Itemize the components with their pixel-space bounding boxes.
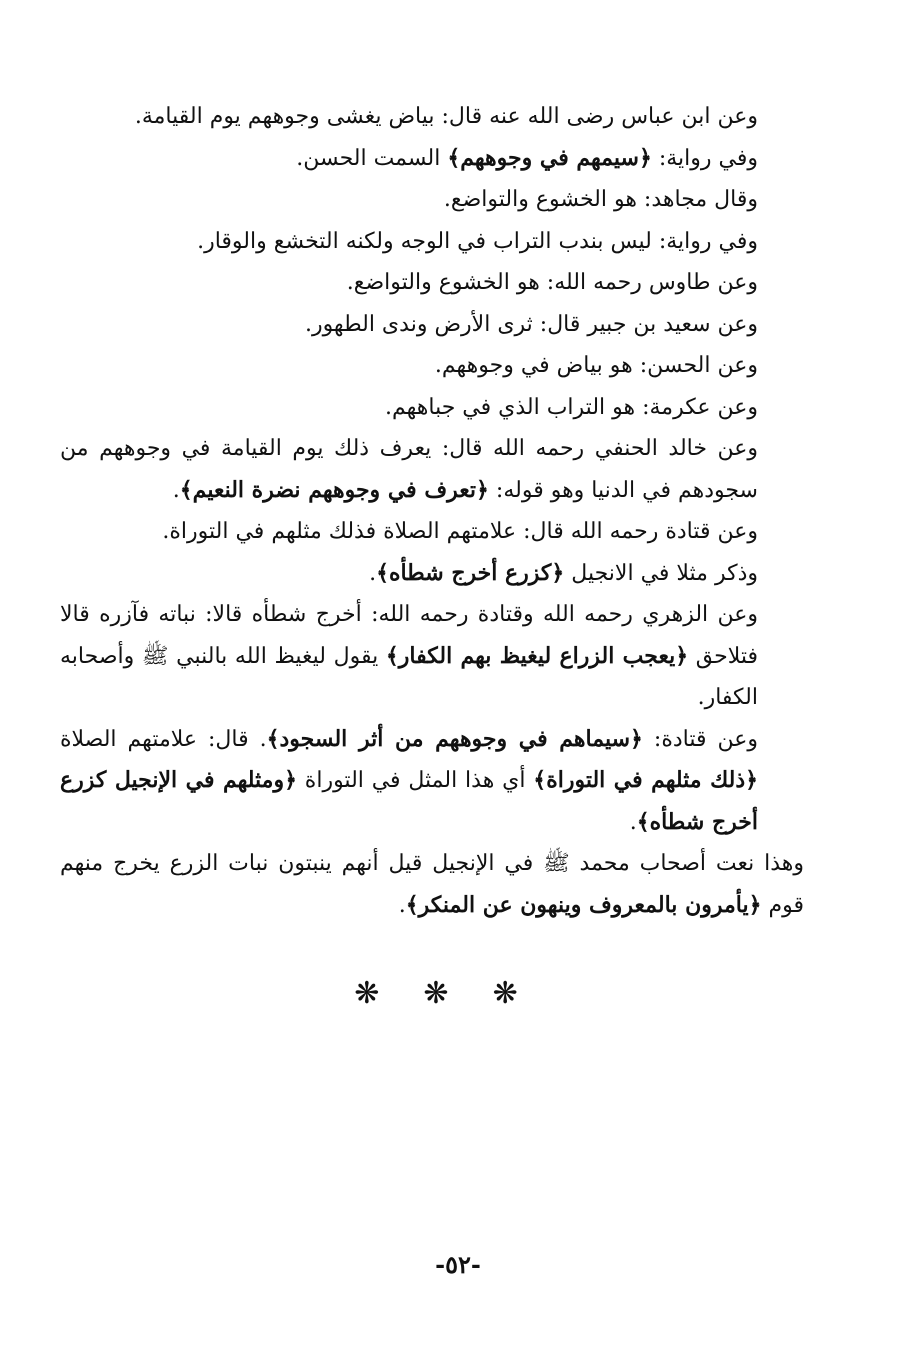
paragraph-sahaba-description: وهذا نعت أصحاب محمد ﷺ في الإنجيل قيل أنهم ينبتون نبات الزرع يخرج منهم قوم ﴿يأمرون بالمعروف وينهون عن المنكر﴾. [60,851,804,918]
quran-quote: ﴿سيماهم في وجوههم من أثر السجود﴾ [266,725,643,752]
paragraph-tawus: وعن طاوس رحمه الله: هو الخشوع والتواضع. [346,270,758,295]
paragraph-khalid-alhanafi: وعن خالد الحنفي رحمه الله قال: يعرف ذلك يوم القيامة في وجوههم من سجودهم في الدنيا وهو قوله: ﴿تعرف في وجوههم نضرة النعيم﴾. [60,436,758,503]
page-number: -٥٢- [435,1250,481,1279]
paragraph-qatada-1: وعن قتادة رحمه الله قال: علامتهم الصلاة فذلك مثلهم في التوراة. [162,519,758,544]
paragraph-ibn-abbas: وعن ابن عباس رضى الله عنه قال: بياض يغشى وجوههم يوم القيامة. [134,104,758,129]
quran-quote: ﴿تعرف في وجوههم نضرة النعيم﴾ [179,476,489,503]
section-separator [0,976,916,1011]
star-ornament-icon: ❋ [423,976,493,1011]
quran-quote: ﴿ذلك مثلهم في التوراة﴾ [533,767,759,793]
star-ornament-icon: ❋ [354,976,424,1011]
paragraph-riwaya-1: وفي رواية: ﴿سيمهم في وجوههم﴾ السمت الحسن. [296,144,758,171]
paragraph-ikrima: وعن عكرمة: هو التراب الذي في جباههم. [384,394,758,420]
body-text [60,96,804,926]
star-ornament-icon: ❋ [492,976,562,1011]
paragraph-mujahid: وقال مجاهد: هو الخشوع والتواضع. [443,187,758,212]
paragraph-hasan: وعن الحسن: هو بياض في وجوههم. [434,353,758,378]
quran-quote: ﴿سيمهم في وجوههم﴾ [447,144,652,171]
paragraph-said-ibn-jubayr: وعن سعيد بن جبير قال: ثرى الأرض وندى الطهور. [304,311,758,337]
paragraph-qatada-2: وعن قتادة: ﴿سيماهم في وجوههم من أثر السجود﴾. قال: علامتهم الصلاة ﴿ذلك مثلهم في التوراة﴾ أي هذا المثل في التوراة ﴿ومثلهم في الإنجيل كزرع أخرج شطأه﴾. [60,725,759,835]
paragraph-zuhri-qatada: وعن الزهري رحمه الله وقتادة رحمه الله: أخرج شطأه قالا: نباته فآزره قالا فتلاحق ﴿يعجب الزراع ليغيظ بهم الكفار﴾ يقول ليغيظ الله بالنبي ﷺ وأصحابه الكفار. [60,602,758,710]
quran-quote: ﴿يأمرون بالمعروف وينهون عن المنكر﴾ [405,891,762,918]
paragraph-riwaya-2: وفي رواية: ليس بندب التراب في الوجه ولكنه التخشع والوقار. [197,228,758,254]
quran-quote: ﴿كزرع أخرج شطأه﴾ [376,559,565,586]
quran-quote: ﴿ومثلهم في الإنجيل كزرع أخرج شطأه﴾ [60,767,758,835]
quran-quote: ﴿يعجب الزراع ليغيظ بهم الكفار﴾ [385,642,689,669]
paragraph-injil-mathal: وذكر مثلا في الانجيل ﴿كزرع أخرج شطأه﴾. [369,559,758,586]
